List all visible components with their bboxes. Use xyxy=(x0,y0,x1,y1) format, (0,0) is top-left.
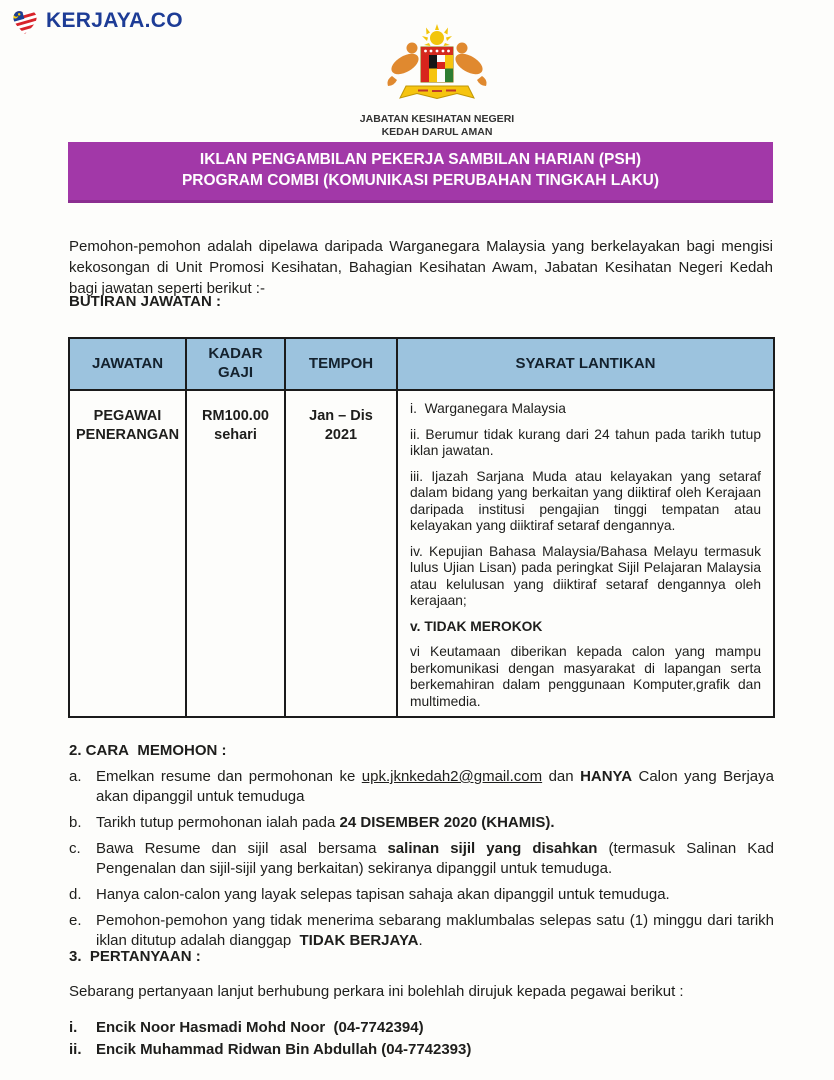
text-segment: HANYA xyxy=(580,768,633,785)
cara-memohon-heading: 2. CARA MEMOHON : xyxy=(69,742,227,759)
site-logo-text: KERJAYA.CO xyxy=(46,9,183,32)
text-segment: ii. Berumur tidak kurang dari 24 tahun pada tarikh tutup iklan jawatan. xyxy=(410,426,761,458)
vacancy-table xyxy=(68,337,773,718)
advert-title-banner xyxy=(68,142,773,203)
cara-item xyxy=(69,885,774,905)
text-segment: Encik Muhammad Ridwan Bin Abdullah (04-7742393) xyxy=(96,1041,472,1058)
cara-item-letter: c. xyxy=(69,840,81,857)
syarat-item xyxy=(410,544,761,610)
text-segment: vi Keutamaan diberikan kepada calon yang mampu berkomunikasi dengan masyarakat di lapangan serta berkemahiran dalam penggunaan Komputer,grafik dan multimedia. xyxy=(410,644,761,709)
text-segment: Emelkan resume dan permohonan ke xyxy=(96,768,362,785)
cara-memohon-section xyxy=(69,742,774,951)
butiran-jawatan-heading: BUTIRAN JAWATAN : xyxy=(69,293,221,310)
cara-item-letter: e. xyxy=(69,912,82,929)
intro-paragraph: Pemohon-pemohon adalah dipelawa daripada Warganegara Malaysia yang berkelayakan bagi mengisi kekosongan di Unit Promosi Kesihatan, Bahagian Kesihatan Awam, Jabatan Kesihatan Negeri Kedah bagi jawatan seperti berikut :- xyxy=(69,238,773,297)
cara-item xyxy=(69,813,774,833)
advert-title-line-2: PROGRAM COMBI (KOMUNIKASI PERUBAHAN TINGKAH LAKU) xyxy=(181,172,660,189)
text-segment: Calon yang Berjaya akan dipanggil untuk temuduga xyxy=(96,768,774,805)
cell-kadar-gaji xyxy=(186,390,285,717)
text-segment: v. TIDAK MEROKOK xyxy=(410,618,543,634)
pertanyaan-section xyxy=(69,948,774,1061)
cara-item-text xyxy=(96,813,774,833)
cell-tempoh: Jan – Dis 2021 xyxy=(285,390,397,717)
cara-item xyxy=(69,839,774,879)
table-column-header: TEMPOH xyxy=(285,338,397,390)
table-row xyxy=(69,390,774,717)
cara-item-text xyxy=(96,885,774,905)
cara-item-letter: d. xyxy=(69,886,82,903)
contact-item-marker: i. xyxy=(69,1019,78,1036)
cara-item-letter: a. xyxy=(69,768,82,785)
cara-item xyxy=(69,911,774,951)
malaysia-coat-of-arms-icon xyxy=(378,24,496,111)
text-segment: Hanya calon-calon yang layak selepas tapisan sahaja akan dipanggil untuk temuduga. xyxy=(96,886,670,903)
text-segment: . xyxy=(418,932,423,949)
text-segment: iv. Kepujian Bahasa Malaysia/Bahasa Melayu termasuk lulus Ujian Lisan) pada peringkat Sijil Pelajaran Malaysia atau kelulusan yang diiktiraf setaraf dengannya oleh kerajaan; xyxy=(410,543,761,608)
text-segment: TIDAK BERJAYA xyxy=(299,932,419,949)
org-line-1: JABATAN KESIHATAN NEGERI xyxy=(359,113,515,125)
letterhead xyxy=(20,24,834,139)
text-segment: dan xyxy=(542,768,581,785)
cara-item-letter: b. xyxy=(69,814,82,831)
text-segment: 24 DISEMBER 2020 (KHAMIS). xyxy=(339,814,555,831)
text-segment: Pemohon-pemohon yang tidak menerima sebarang maklumbalas selepas satu (1) minggu dari tarikh iklan ditutup adalah dianggap xyxy=(96,912,774,949)
text-segment: salinan sijil yang disahkan xyxy=(387,840,598,857)
syarat-item xyxy=(410,619,761,636)
contact-item-text xyxy=(96,1017,424,1039)
table-column-header: JAWATAN xyxy=(69,338,186,390)
contact-item-text xyxy=(96,1039,471,1061)
cara-item-text xyxy=(96,839,774,879)
contact-item xyxy=(69,1017,774,1039)
cell-jawatan: PEGAWAI PENERANGAN xyxy=(69,390,186,717)
syarat-item xyxy=(410,427,761,460)
org-line-2: KEDAH DARUL AMAN xyxy=(381,125,493,138)
table-column-header: KADAR GAJI xyxy=(186,338,285,390)
contact-list xyxy=(69,1017,774,1061)
cell-syarat-lantikan xyxy=(397,390,774,717)
contact-item xyxy=(69,1039,774,1061)
cara-item-text xyxy=(96,911,774,951)
syarat-item xyxy=(410,401,761,418)
advert-title-line-1: IKLAN PENGAMBILAN PEKERJA SAMBILAN HARIAN (PSH) xyxy=(199,151,642,169)
text-segment: Bawa Resume dan sijil asal bersama xyxy=(96,840,388,857)
contact-item-marker: ii. xyxy=(69,1041,82,1058)
table-column-header: SYARAT LANTIKAN xyxy=(397,338,774,390)
cara-item-text xyxy=(96,767,774,807)
text-segment: Tarikh tutup permohonan ialah pada xyxy=(96,814,340,831)
table-header-row xyxy=(69,338,774,390)
pertanyaan-heading: 3. PERTANYAAN : xyxy=(69,948,201,965)
kadar-gaji-unit: sehari xyxy=(214,426,257,443)
syarat-item xyxy=(410,469,761,535)
pertanyaan-intro: Sebarang pertanyaan lanjut berhubung perkara ini bolehlah dirujuk kepada pegawai berikut : xyxy=(69,983,684,1000)
text-segment: iii. Ijazah Sarjana Muda atau kelayakan yang setaraf dalam bidang yang berkaitan yang diiktiraf oleh Kerajaan daripada institusi pengajian tinggi tempatan atau kelayakan yang diiktiraf setaraf dengannya. xyxy=(410,468,761,533)
text-segment: i. Warganegara Malaysia xyxy=(410,401,566,416)
cara-item xyxy=(69,767,774,807)
text-segment: (termasuk Salinan Kad Pengenalan dan sijil-sijil yang berkaitan) sekiranya dipanggil untuk temuduga. xyxy=(96,840,774,877)
text-segment: Encik Noor Hasmadi Mohd Noor (04-7742394) xyxy=(96,1019,424,1036)
kadar-gaji-amount: RM100.00 xyxy=(202,408,269,424)
syarat-item xyxy=(410,644,761,710)
letterhead-org-name xyxy=(20,113,834,139)
email-link[interactable]: upk.jknkedah2@gmail.com xyxy=(361,768,543,785)
